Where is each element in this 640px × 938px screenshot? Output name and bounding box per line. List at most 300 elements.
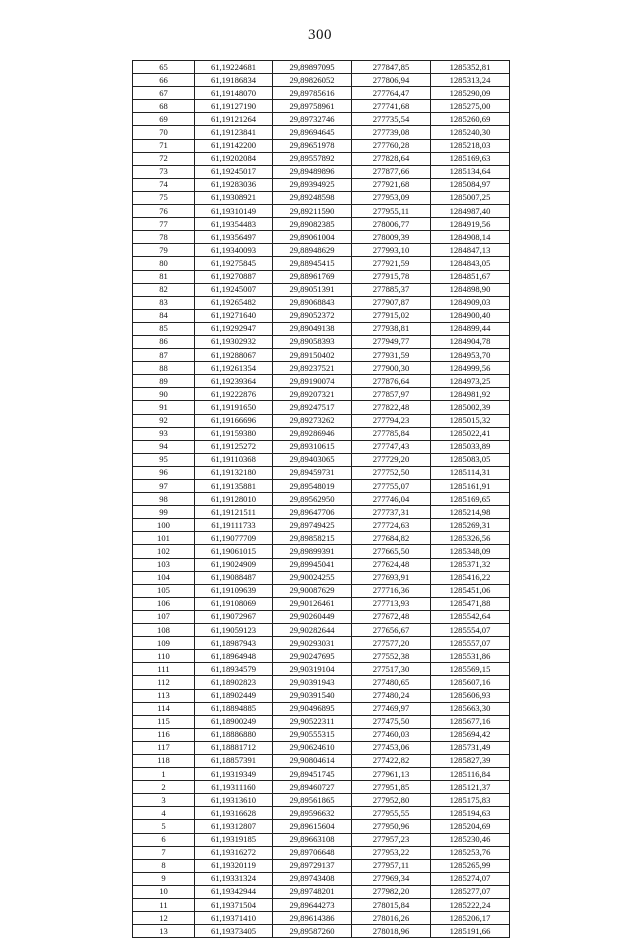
table-row	[133, 519, 510, 532]
latitude-cell: 61,19123841	[195, 126, 273, 139]
longitude-cell: 29,89247517	[273, 401, 352, 414]
latitude-cell: 61,19245017	[195, 165, 273, 178]
x-coordinate-cell: 277950,96	[352, 820, 431, 833]
x-coordinate-cell: 277480,24	[352, 689, 431, 702]
y-coordinate-cell: 1285313,24	[431, 74, 510, 87]
latitude-cell: 61,18886880	[195, 728, 273, 741]
x-coordinate-cell: 277993,10	[352, 244, 431, 257]
table-row	[133, 296, 510, 309]
latitude-cell: 61,19319185	[195, 833, 273, 846]
table-row	[133, 100, 510, 113]
longitude-cell: 29,89310615	[273, 440, 352, 453]
y-coordinate-cell: 1284898,90	[431, 283, 510, 296]
latitude-cell: 61,19354483	[195, 218, 273, 231]
y-coordinate-cell: 1285033,89	[431, 440, 510, 453]
table-row	[133, 558, 510, 571]
table-row	[133, 61, 510, 74]
x-coordinate-cell: 277951,85	[352, 781, 431, 794]
longitude-cell: 29,89826052	[273, 74, 352, 87]
table-row	[133, 270, 510, 283]
point-number-cell: 8	[133, 859, 195, 872]
x-coordinate-cell: 277665,50	[352, 545, 431, 558]
latitude-cell: 61,19371504	[195, 899, 273, 912]
point-number-cell: 103	[133, 558, 195, 571]
x-coordinate-cell: 277693,91	[352, 571, 431, 584]
point-number-cell: 109	[133, 637, 195, 650]
table-row	[133, 375, 510, 388]
point-number-cell: 115	[133, 715, 195, 728]
table-row	[133, 584, 510, 597]
latitude-cell: 61,19312807	[195, 820, 273, 833]
point-number-cell: 95	[133, 453, 195, 466]
point-number-cell: 116	[133, 728, 195, 741]
x-coordinate-cell: 277460,03	[352, 728, 431, 741]
y-coordinate-cell: 1285002,39	[431, 401, 510, 414]
table-row	[133, 218, 510, 231]
x-coordinate-cell: 277955,55	[352, 807, 431, 820]
point-number-cell: 9	[133, 872, 195, 885]
x-coordinate-cell: 277739,08	[352, 126, 431, 139]
longitude-cell: 29,89061004	[273, 231, 352, 244]
x-coordinate-cell: 277806,94	[352, 74, 431, 87]
longitude-cell: 29,89897095	[273, 61, 352, 74]
longitude-cell: 29,88961769	[273, 270, 352, 283]
point-number-cell: 96	[133, 466, 195, 479]
longitude-cell: 29,89557892	[273, 152, 352, 165]
latitude-cell: 61,18857391	[195, 754, 273, 767]
point-number-cell: 90	[133, 388, 195, 401]
point-number-cell: 101	[133, 532, 195, 545]
y-coordinate-cell: 1284908,14	[431, 231, 510, 244]
point-number-cell: 117	[133, 741, 195, 754]
y-coordinate-cell: 1284981,92	[431, 388, 510, 401]
latitude-cell: 61,19261354	[195, 362, 273, 375]
x-coordinate-cell: 277953,09	[352, 191, 431, 204]
table-row	[133, 257, 510, 270]
latitude-cell: 61,19224681	[195, 61, 273, 74]
longitude-cell: 29,89211590	[273, 205, 352, 218]
x-coordinate-cell: 277961,13	[352, 768, 431, 781]
x-coordinate-cell: 277900,30	[352, 362, 431, 375]
table-row	[133, 820, 510, 833]
point-number-cell: 6	[133, 833, 195, 846]
y-coordinate-cell: 1285352,81	[431, 61, 510, 74]
point-number-cell: 102	[133, 545, 195, 558]
x-coordinate-cell: 277713,93	[352, 597, 431, 610]
point-number-cell: 73	[133, 165, 195, 178]
latitude-cell: 61,19320119	[195, 859, 273, 872]
longitude-cell: 29,89748201	[273, 885, 352, 898]
x-coordinate-cell: 277729,20	[352, 453, 431, 466]
longitude-cell: 29,89644273	[273, 899, 352, 912]
table-row	[133, 165, 510, 178]
latitude-cell: 61,19356497	[195, 231, 273, 244]
y-coordinate-cell: 1285169,63	[431, 152, 510, 165]
longitude-cell: 29,89596632	[273, 807, 352, 820]
longitude-cell: 29,89899391	[273, 545, 352, 558]
longitude-cell: 29,89049138	[273, 322, 352, 335]
longitude-cell: 29,89561865	[273, 794, 352, 807]
y-coordinate-cell: 1285663,30	[431, 702, 510, 715]
point-number-cell: 92	[133, 414, 195, 427]
y-coordinate-cell: 1285121,37	[431, 781, 510, 794]
table-row	[133, 388, 510, 401]
x-coordinate-cell: 277949,77	[352, 335, 431, 348]
latitude-cell: 61,19283036	[195, 178, 273, 191]
longitude-cell: 29,89489896	[273, 165, 352, 178]
latitude-cell: 61,19059123	[195, 624, 273, 637]
x-coordinate-cell: 277915,02	[352, 309, 431, 322]
x-coordinate-cell: 277741,68	[352, 100, 431, 113]
y-coordinate-cell: 1285084,97	[431, 178, 510, 191]
longitude-cell: 29,90391943	[273, 676, 352, 689]
y-coordinate-cell: 1285253,76	[431, 846, 510, 859]
point-number-cell: 106	[133, 597, 195, 610]
x-coordinate-cell: 278018,96	[352, 925, 431, 938]
x-coordinate-cell: 277475,50	[352, 715, 431, 728]
table-row	[133, 899, 510, 912]
y-coordinate-cell: 1285022,41	[431, 427, 510, 440]
point-number-cell: 87	[133, 349, 195, 362]
latitude-cell: 61,19121511	[195, 506, 273, 519]
latitude-cell: 61,18964948	[195, 650, 273, 663]
y-coordinate-cell: 1285161,91	[431, 480, 510, 493]
x-coordinate-cell: 277907,87	[352, 296, 431, 309]
y-coordinate-cell: 1284843,05	[431, 257, 510, 270]
y-coordinate-cell: 1285275,00	[431, 100, 510, 113]
table-row	[133, 624, 510, 637]
table-row	[133, 571, 510, 584]
y-coordinate-cell: 1285290,09	[431, 87, 510, 100]
longitude-cell: 29,89587260	[273, 925, 352, 938]
table-row	[133, 597, 510, 610]
latitude-cell: 61,18934579	[195, 663, 273, 676]
y-coordinate-cell: 1284900,40	[431, 309, 510, 322]
y-coordinate-cell: 1285230,46	[431, 833, 510, 846]
point-number-cell: 72	[133, 152, 195, 165]
y-coordinate-cell: 1285218,03	[431, 139, 510, 152]
longitude-cell: 29,90024255	[273, 571, 352, 584]
point-number-cell: 85	[133, 322, 195, 335]
x-coordinate-cell: 277877,66	[352, 165, 431, 178]
latitude-cell: 61,19239364	[195, 375, 273, 388]
longitude-cell: 29,89615604	[273, 820, 352, 833]
point-number-cell: 98	[133, 493, 195, 506]
y-coordinate-cell: 1285169,65	[431, 493, 510, 506]
latitude-cell: 61,19373405	[195, 925, 273, 938]
point-number-cell: 104	[133, 571, 195, 584]
y-coordinate-cell: 1285274,07	[431, 872, 510, 885]
y-coordinate-cell: 1285204,69	[431, 820, 510, 833]
y-coordinate-cell: 1285265,99	[431, 859, 510, 872]
latitude-cell: 61,19308921	[195, 191, 273, 204]
longitude-cell: 29,89237521	[273, 362, 352, 375]
latitude-cell: 61,19077709	[195, 532, 273, 545]
x-coordinate-cell: 277735,54	[352, 113, 431, 126]
longitude-cell: 29,90247695	[273, 650, 352, 663]
table-row	[133, 126, 510, 139]
x-coordinate-cell: 277957,11	[352, 859, 431, 872]
point-number-cell: 82	[133, 283, 195, 296]
coordinates-table-body	[133, 61, 510, 938]
y-coordinate-cell: 1285606,93	[431, 689, 510, 702]
table-row	[133, 283, 510, 296]
longitude-cell: 29,89207321	[273, 388, 352, 401]
point-number-cell: 93	[133, 427, 195, 440]
latitude-cell: 61,19148070	[195, 87, 273, 100]
latitude-cell: 61,19331324	[195, 872, 273, 885]
x-coordinate-cell: 277955,11	[352, 205, 431, 218]
latitude-cell: 61,19111733	[195, 519, 273, 532]
longitude-cell: 29,89286946	[273, 427, 352, 440]
table-row	[133, 859, 510, 872]
latitude-cell: 61,19142200	[195, 139, 273, 152]
latitude-cell: 61,19245007	[195, 283, 273, 296]
x-coordinate-cell: 278006,77	[352, 218, 431, 231]
latitude-cell: 61,19159380	[195, 427, 273, 440]
x-coordinate-cell: 278009,39	[352, 231, 431, 244]
y-coordinate-cell: 1285451,06	[431, 584, 510, 597]
longitude-cell: 29,88945415	[273, 257, 352, 270]
point-number-cell: 69	[133, 113, 195, 126]
latitude-cell: 61,19132180	[195, 466, 273, 479]
x-coordinate-cell: 277737,31	[352, 506, 431, 519]
table-row	[133, 335, 510, 348]
latitude-cell: 61,19128010	[195, 493, 273, 506]
y-coordinate-cell: 1285269,31	[431, 519, 510, 532]
longitude-cell: 29,90555315	[273, 728, 352, 741]
latitude-cell: 61,19288067	[195, 349, 273, 362]
y-coordinate-cell: 1285116,84	[431, 768, 510, 781]
longitude-cell: 29,89548019	[273, 480, 352, 493]
longitude-cell: 29,90804614	[273, 754, 352, 767]
table-row	[133, 493, 510, 506]
table-row	[133, 244, 510, 257]
x-coordinate-cell: 277453,06	[352, 741, 431, 754]
latitude-cell: 61,19311160	[195, 781, 273, 794]
table-row	[133, 506, 510, 519]
x-coordinate-cell: 277656,67	[352, 624, 431, 637]
y-coordinate-cell: 1285007,25	[431, 191, 510, 204]
point-number-cell: 113	[133, 689, 195, 702]
x-coordinate-cell: 278015,84	[352, 899, 431, 912]
x-coordinate-cell: 277752,50	[352, 466, 431, 479]
latitude-cell: 61,19271640	[195, 309, 273, 322]
x-coordinate-cell: 277552,38	[352, 650, 431, 663]
table-row	[133, 925, 510, 938]
table-row	[133, 794, 510, 807]
x-coordinate-cell: 277953,22	[352, 846, 431, 859]
longitude-cell: 29,89732746	[273, 113, 352, 126]
latitude-cell: 61,18987943	[195, 637, 273, 650]
point-number-cell: 3	[133, 794, 195, 807]
longitude-cell: 29,89052372	[273, 309, 352, 322]
point-number-cell: 88	[133, 362, 195, 375]
point-number-cell: 7	[133, 846, 195, 859]
table-row	[133, 453, 510, 466]
table-row	[133, 885, 510, 898]
point-number-cell: 67	[133, 87, 195, 100]
longitude-cell: 29,89394925	[273, 178, 352, 191]
table-row	[133, 362, 510, 375]
longitude-cell: 29,89051391	[273, 283, 352, 296]
x-coordinate-cell: 277885,37	[352, 283, 431, 296]
y-coordinate-cell: 1285240,30	[431, 126, 510, 139]
y-coordinate-cell: 1285554,07	[431, 624, 510, 637]
y-coordinate-cell: 1284919,56	[431, 218, 510, 231]
latitude-cell: 61,19270887	[195, 270, 273, 283]
x-coordinate-cell: 277969,34	[352, 872, 431, 885]
longitude-cell: 29,90087629	[273, 584, 352, 597]
point-number-cell: 76	[133, 205, 195, 218]
table-row	[133, 205, 510, 218]
point-number-cell: 112	[133, 676, 195, 689]
longitude-cell: 29,89651978	[273, 139, 352, 152]
y-coordinate-cell: 1285471,88	[431, 597, 510, 610]
x-coordinate-cell: 277760,28	[352, 139, 431, 152]
latitude-cell: 61,19088487	[195, 571, 273, 584]
x-coordinate-cell: 277422,82	[352, 754, 431, 767]
x-coordinate-cell: 277876,64	[352, 375, 431, 388]
y-coordinate-cell: 1285531,86	[431, 650, 510, 663]
y-coordinate-cell: 1285371,32	[431, 558, 510, 571]
x-coordinate-cell: 277624,48	[352, 558, 431, 571]
x-coordinate-cell: 277938,81	[352, 322, 431, 335]
point-number-cell: 11	[133, 899, 195, 912]
longitude-cell: 29,90522311	[273, 715, 352, 728]
y-coordinate-cell: 1284999,56	[431, 362, 510, 375]
y-coordinate-cell: 1285557,07	[431, 637, 510, 650]
longitude-cell: 29,89785616	[273, 87, 352, 100]
longitude-cell: 29,89058393	[273, 335, 352, 348]
point-number-cell: 114	[133, 702, 195, 715]
table-row	[133, 754, 510, 767]
point-number-cell: 83	[133, 296, 195, 309]
y-coordinate-cell: 1285694,42	[431, 728, 510, 741]
latitude-cell: 61,19302932	[195, 335, 273, 348]
point-number-cell: 2	[133, 781, 195, 794]
x-coordinate-cell: 277828,64	[352, 152, 431, 165]
y-coordinate-cell: 1285222,24	[431, 899, 510, 912]
point-number-cell: 86	[133, 335, 195, 348]
table-row	[133, 912, 510, 925]
latitude-cell: 61,19191650	[195, 401, 273, 414]
table-row	[133, 152, 510, 165]
table-row	[133, 87, 510, 100]
longitude-cell: 29,89743408	[273, 872, 352, 885]
longitude-cell: 29,89758961	[273, 100, 352, 113]
y-coordinate-cell: 1285326,56	[431, 532, 510, 545]
longitude-cell: 29,89858215	[273, 532, 352, 545]
point-number-cell: 80	[133, 257, 195, 270]
table-row	[133, 741, 510, 754]
latitude-cell: 61,19024909	[195, 558, 273, 571]
table-row	[133, 781, 510, 794]
point-number-cell: 12	[133, 912, 195, 925]
point-number-cell: 77	[133, 218, 195, 231]
latitude-cell: 61,19310149	[195, 205, 273, 218]
y-coordinate-cell: 1285114,31	[431, 466, 510, 479]
x-coordinate-cell: 277755,07	[352, 480, 431, 493]
point-number-cell: 78	[133, 231, 195, 244]
point-number-cell: 4	[133, 807, 195, 820]
table-row	[133, 74, 510, 87]
table-row	[133, 309, 510, 322]
latitude-cell: 61,19340093	[195, 244, 273, 257]
table-row	[133, 139, 510, 152]
latitude-cell: 61,19342944	[195, 885, 273, 898]
y-coordinate-cell: 1285083,05	[431, 453, 510, 466]
longitude-cell: 29,89749425	[273, 519, 352, 532]
y-coordinate-cell: 1284899,44	[431, 322, 510, 335]
x-coordinate-cell: 277764,47	[352, 87, 431, 100]
longitude-cell: 29,90496895	[273, 702, 352, 715]
y-coordinate-cell: 1285191,66	[431, 925, 510, 938]
latitude-cell: 61,19316272	[195, 846, 273, 859]
longitude-cell: 29,89150402	[273, 349, 352, 362]
y-coordinate-cell: 1285134,64	[431, 165, 510, 178]
table-row	[133, 466, 510, 479]
longitude-cell: 29,89729137	[273, 859, 352, 872]
table-row	[133, 768, 510, 781]
coordinates-table	[132, 60, 510, 938]
latitude-cell: 61,19319349	[195, 768, 273, 781]
longitude-cell: 29,90319104	[273, 663, 352, 676]
point-number-cell: 107	[133, 610, 195, 623]
x-coordinate-cell: 277785,84	[352, 427, 431, 440]
latitude-cell: 61,18902823	[195, 676, 273, 689]
y-coordinate-cell: 1285827,39	[431, 754, 510, 767]
y-coordinate-cell: 1284909,03	[431, 296, 510, 309]
y-coordinate-cell: 1285277,07	[431, 885, 510, 898]
latitude-cell: 61,19202084	[195, 152, 273, 165]
table-row	[133, 414, 510, 427]
table-row	[133, 349, 510, 362]
point-number-cell: 118	[133, 754, 195, 767]
table-row	[133, 728, 510, 741]
point-number-cell: 66	[133, 74, 195, 87]
y-coordinate-cell: 1285194,63	[431, 807, 510, 820]
y-coordinate-cell: 1285542,64	[431, 610, 510, 623]
latitude-cell: 61,19292947	[195, 322, 273, 335]
longitude-cell: 29,90126461	[273, 597, 352, 610]
point-number-cell: 74	[133, 178, 195, 191]
x-coordinate-cell: 277716,36	[352, 584, 431, 597]
latitude-cell: 61,19135881	[195, 480, 273, 493]
page-number: 300	[308, 27, 332, 43]
point-number-cell: 84	[133, 309, 195, 322]
latitude-cell: 61,18902449	[195, 689, 273, 702]
longitude-cell: 29,88948629	[273, 244, 352, 257]
x-coordinate-cell: 277577,20	[352, 637, 431, 650]
longitude-cell: 29,89403065	[273, 453, 352, 466]
latitude-cell: 61,19166696	[195, 414, 273, 427]
table-row	[133, 846, 510, 859]
latitude-cell: 61,19313610	[195, 794, 273, 807]
x-coordinate-cell: 278016,26	[352, 912, 431, 925]
longitude-cell: 29,89273262	[273, 414, 352, 427]
y-coordinate-cell: 1285569,15	[431, 663, 510, 676]
y-coordinate-cell: 1285677,16	[431, 715, 510, 728]
longitude-cell: 29,89945041	[273, 558, 352, 571]
x-coordinate-cell: 277931,59	[352, 349, 431, 362]
y-coordinate-cell: 1284987,40	[431, 205, 510, 218]
table-row	[133, 872, 510, 885]
point-number-cell: 97	[133, 480, 195, 493]
point-number-cell: 13	[133, 925, 195, 938]
point-number-cell: 110	[133, 650, 195, 663]
table-row	[133, 545, 510, 558]
